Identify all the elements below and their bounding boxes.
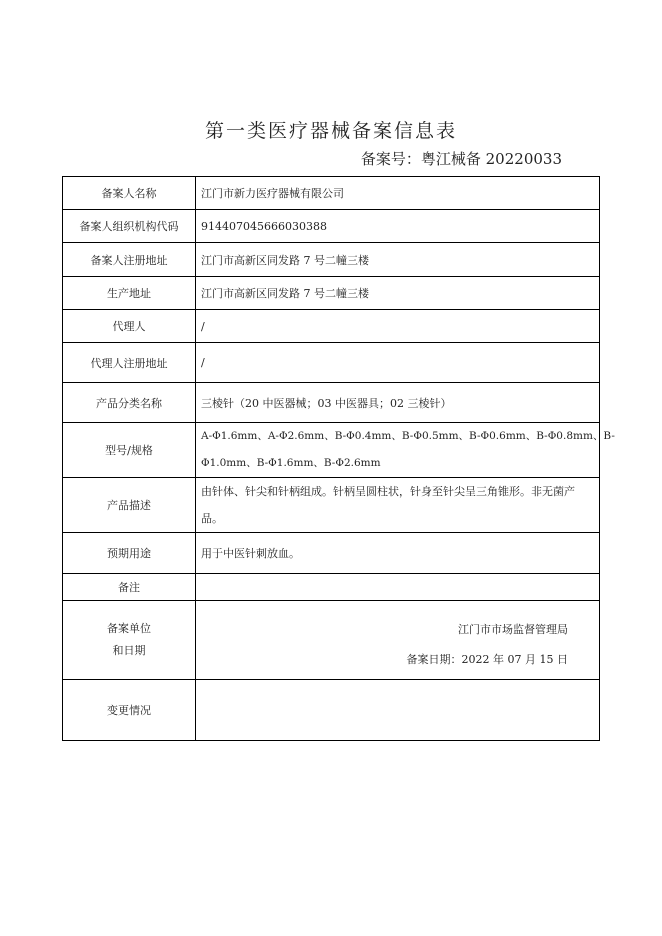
row-value: 江门市新力医疗器械有限公司 [196, 177, 600, 210]
row-label: 备案人注册地址 [63, 243, 196, 277]
table-row [63, 574, 600, 601]
row-value: 用于中医针刺放血。 [196, 533, 600, 574]
row-value [196, 680, 600, 741]
table-row [63, 310, 600, 343]
row-value [196, 478, 600, 533]
row-value: / [196, 310, 600, 343]
table-row [63, 243, 600, 277]
row-label: 生产地址 [63, 277, 196, 310]
record-date: 备案日期：2022 年 07 月 15 日 [406, 653, 568, 666]
row-label: 预期用途 [63, 533, 196, 574]
row-label: 代理人注册地址 [63, 343, 196, 383]
row-label [63, 601, 196, 680]
spec-line-2: Φ1.0mm、B-Φ1.6mm、B-Φ2.6mm [201, 457, 381, 469]
table-row [63, 680, 600, 741]
row-value [196, 574, 600, 601]
record-number: 备案号：粤江械备 20220033 [360, 150, 562, 168]
table-row [63, 478, 600, 533]
table-row [63, 423, 600, 478]
row-label: 产品分类名称 [63, 383, 196, 423]
desc-line-1: 由针体、针尖和针柄组成。针柄呈圆柱状，针身至针尖呈三角锥形。非无菌产 [201, 485, 575, 498]
table-row [63, 177, 600, 210]
row-label: 变更情况 [63, 680, 196, 741]
row-value [196, 423, 615, 478]
row-label: 备案人组织机构代码 [63, 210, 196, 243]
row-value: 江门市高新区同发路 7 号二幢三楼 [196, 243, 600, 277]
spec-line-1: A-Φ1.6mm、A-Φ2.6mm、B-Φ0.4mm、B-Φ0.5mm、B-Φ0.6mm、B-Φ0.8mm、B- [201, 430, 615, 442]
row-value: 914407045666030388 [196, 210, 600, 243]
row-label: 备注 [63, 574, 196, 601]
table-row [63, 277, 600, 310]
row-label: 备案人名称 [63, 177, 196, 210]
record-unit: 江门市市场监督管理局 [458, 623, 568, 636]
row-label: 产品描述 [63, 478, 196, 533]
label-line-2: 和日期 [112, 644, 146, 657]
record-table [62, 176, 615, 741]
row-value: / [196, 343, 600, 383]
row-label: 代理人 [63, 310, 196, 343]
row-value: 江门市高新区同发路 7 号二幢三楼 [196, 277, 600, 310]
row-label: 型号/规格 [63, 423, 196, 478]
desc-line-2: 品。 [201, 512, 223, 525]
table-row [63, 601, 600, 680]
table-row [63, 210, 600, 243]
table-row [63, 533, 600, 574]
table-row [63, 343, 600, 383]
row-value: 三棱针（20 中医器械；03 中医器具；02 三棱针） [196, 383, 600, 423]
row-value [196, 601, 600, 680]
label-line-1: 备案单位 [107, 622, 151, 635]
table-row [63, 383, 600, 423]
page-title: 第一类医疗器械备案信息表 [204, 120, 457, 142]
